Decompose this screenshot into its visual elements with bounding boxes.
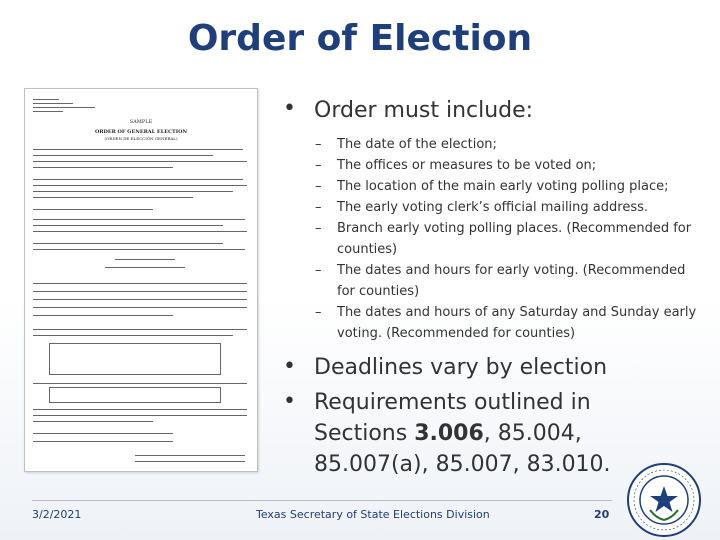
- dash-marker: –: [315, 305, 322, 320]
- dash-marker: –: [315, 179, 322, 194]
- texas-seal-icon: [626, 462, 702, 538]
- sub-item-weekend: The dates and hours of any Saturday and Sunday early voting. (Recommended for counties): [337, 305, 697, 341]
- form-subheading: (ORDEN DE ELECCIÓN GENERAL): [104, 136, 178, 141]
- form-sample-label: SAMPLE: [129, 119, 153, 125]
- dash-marker: –: [315, 137, 322, 152]
- sub-item-mailing: The early voting clerk’s official mailing address.: [337, 200, 648, 215]
- sub-item-offices: The offices or measures to be voted on;: [337, 158, 597, 173]
- requirements-text: [314, 387, 654, 480]
- dash-marker: –: [315, 263, 322, 278]
- slide-title: Order of Election: [187, 18, 533, 59]
- sub-item-dates-hours: The dates and hours for early voting. (Recommended for counties): [337, 263, 686, 299]
- bullet-marker: •: [283, 354, 296, 379]
- sub-item-location: The location of the main early voting polling place;: [337, 179, 669, 194]
- deadlines-text: Deadlines vary by election: [314, 355, 608, 380]
- sub-item-date: The date of the election;: [337, 137, 497, 152]
- sub-item-branch: Branch early voting polling places. (Recommended for counties): [337, 221, 692, 257]
- requirements-bold-section: 3.006: [414, 421, 484, 446]
- dash-marker: –: [315, 221, 322, 236]
- footer-center: Texas Secretary of State Elections Division: [256, 508, 490, 521]
- page-number: 20: [594, 508, 610, 521]
- bullet-marker: •: [283, 96, 296, 121]
- order-form-image: [24, 88, 258, 472]
- order-heading: Order must include:: [314, 98, 534, 123]
- requirements-prefix: Requirements outlined in Sections: [314, 390, 591, 446]
- bullet-marker: •: [283, 389, 296, 414]
- dash-marker: –: [315, 158, 322, 173]
- footer-date: 3/2/2021: [32, 508, 82, 521]
- dash-marker: –: [315, 200, 322, 215]
- form-heading: ORDER OF GENERAL ELECTION: [94, 129, 188, 135]
- requirements-rest: , 85.004, 85.007(a), 85.007, 83.010.: [314, 421, 611, 477]
- footer-divider: [32, 500, 612, 501]
